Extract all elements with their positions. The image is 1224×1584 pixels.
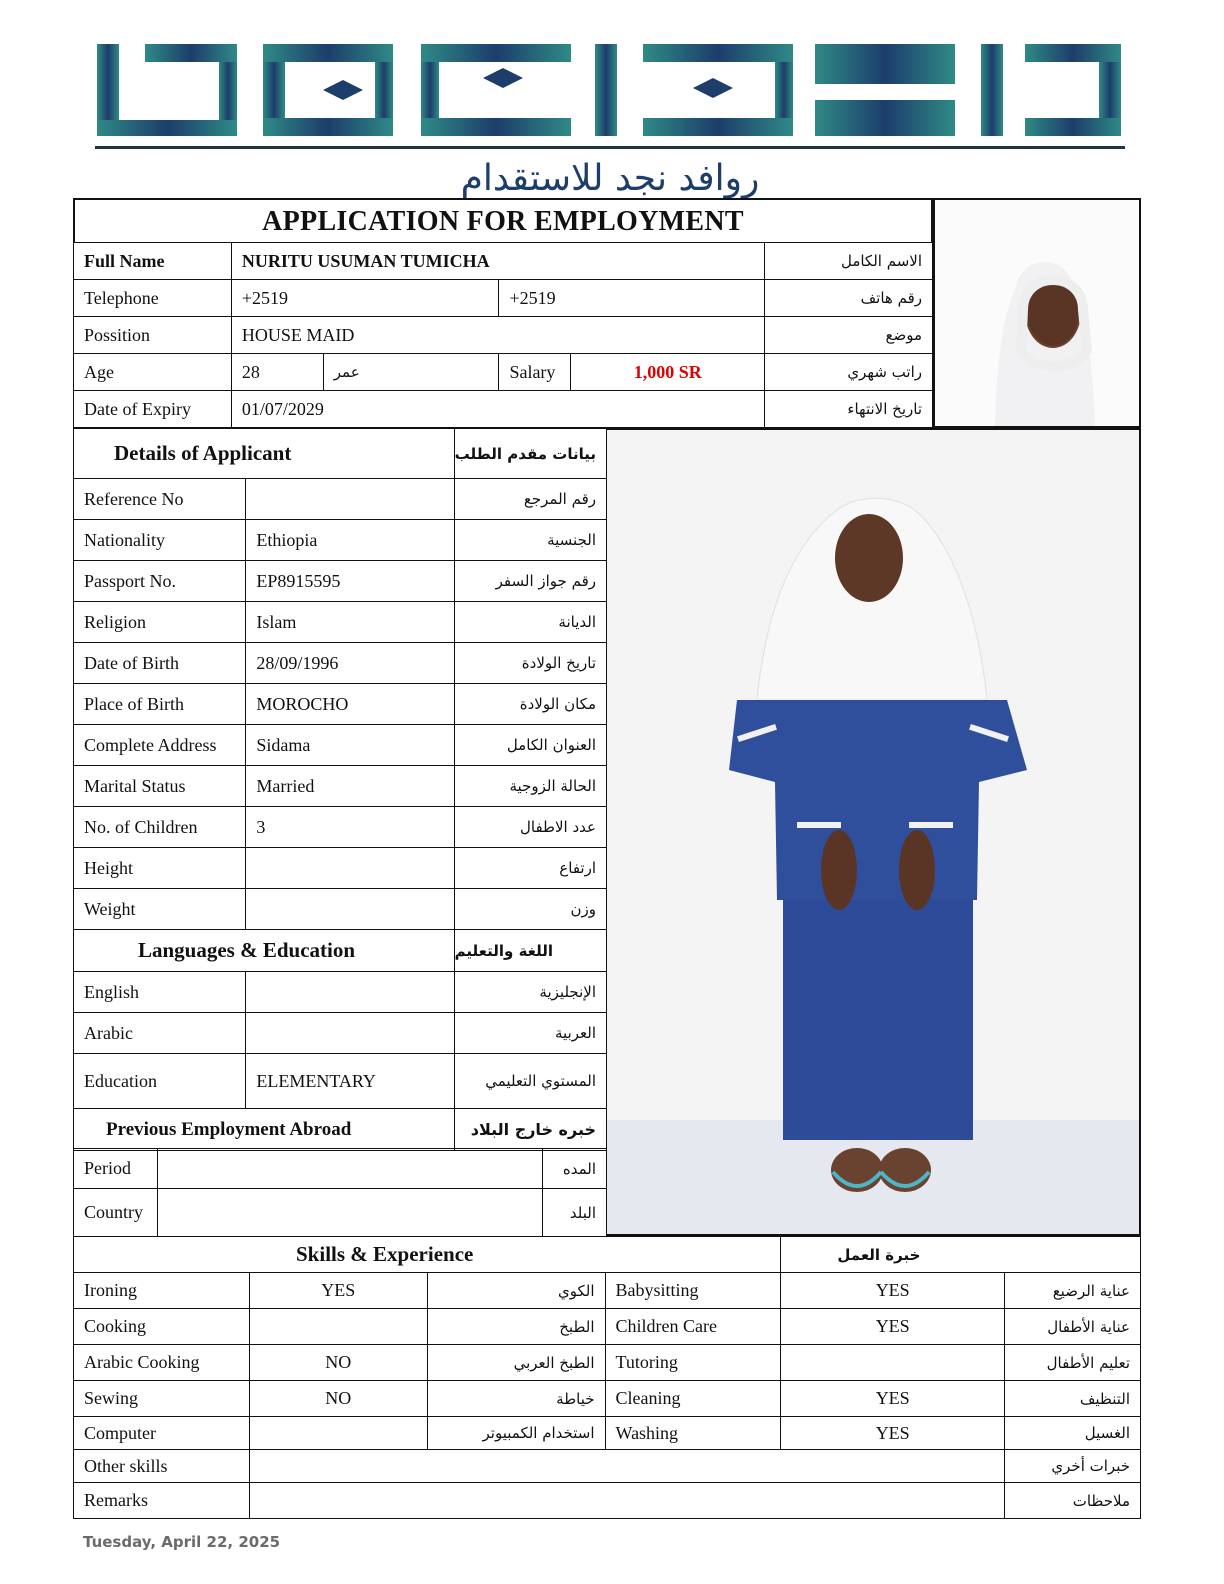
- salary-label: Salary: [499, 354, 571, 391]
- detail-row-label: Marital Status: [74, 766, 246, 807]
- age-ar: عمر: [323, 354, 499, 391]
- other-skills-label: Other skills: [74, 1450, 250, 1483]
- language-row-label: Education: [74, 1054, 246, 1109]
- detail-row: [74, 643, 607, 684]
- detail-row-label: Weight: [74, 889, 246, 930]
- language-row-label: English: [74, 972, 246, 1013]
- detail-row-ar: الجنسية: [454, 520, 606, 561]
- other-skills-ar: خبرات أخري: [1005, 1450, 1141, 1483]
- skill-right-ar: عناية الرضيع: [1005, 1273, 1141, 1309]
- detail-row-label: Passport No.: [74, 561, 246, 602]
- salary-ar: راتب شهري: [765, 354, 933, 391]
- header-table: [73, 242, 933, 428]
- telephone-value-1: +2519: [231, 280, 499, 317]
- age-label: Age: [74, 354, 232, 391]
- skill-row: [74, 1273, 1141, 1309]
- detail-row-label: Height: [74, 848, 246, 889]
- skill-right-ar: التنظيف: [1005, 1381, 1141, 1417]
- applicant-full-body-photo: [607, 428, 1141, 1236]
- skills-table: [73, 1236, 1141, 1519]
- applicant-portrait-photo: [933, 198, 1141, 428]
- expiry-ar: تاريخ الانتهاء: [765, 391, 933, 428]
- language-row-ar: الإنجليزية: [454, 972, 606, 1013]
- row-full-name: [74, 243, 933, 280]
- previous-heading-ar: خبره خارج البلاد: [454, 1109, 606, 1151]
- details-heading-ar: بيانات مقدم الطلب: [454, 429, 606, 479]
- languages-heading-row: [74, 930, 607, 972]
- detail-row-ar: رقم المرجع: [454, 479, 606, 520]
- position-label: Possition: [74, 317, 232, 354]
- previous-row-ar: البلد: [543, 1189, 607, 1237]
- skill-right-value: YES: [781, 1381, 1005, 1417]
- expiry-label: Date of Expiry: [74, 391, 232, 428]
- row-telephone: [74, 280, 933, 317]
- detail-row: [74, 684, 607, 725]
- skill-right-value: YES: [781, 1309, 1005, 1345]
- position-ar: موضع: [765, 317, 933, 354]
- other-skills-value: [249, 1450, 1004, 1483]
- skill-right-ar: تعليم الأطفال: [1005, 1345, 1141, 1381]
- skill-right-label: Washing: [605, 1417, 781, 1450]
- skill-right-label: Tutoring: [605, 1345, 781, 1381]
- skill-left-value: [249, 1309, 427, 1345]
- skill-left-value: NO: [249, 1381, 427, 1417]
- detail-row-ar: مكان الولادة: [454, 684, 606, 725]
- skill-right-label: Children Care: [605, 1309, 781, 1345]
- detail-row: [74, 520, 607, 561]
- company-logo: [95, 40, 1125, 200]
- other-skills-row: [74, 1450, 1141, 1483]
- skill-left-value: NO: [249, 1345, 427, 1381]
- remarks-label: Remarks: [74, 1483, 250, 1519]
- languages-heading-ar: اللغة والتعليم: [454, 930, 606, 972]
- details-heading-row: [74, 429, 607, 479]
- detail-row-ar: رقم جواز السفر: [454, 561, 606, 602]
- full-name-value: NURITU USUMAN TUMICHA: [231, 243, 764, 280]
- skill-left-ar: الطبخ: [427, 1309, 605, 1345]
- detail-row: [74, 766, 607, 807]
- detail-row-label: Complete Address: [74, 725, 246, 766]
- skill-right-label: Cleaning: [605, 1381, 781, 1417]
- skill-right-value: YES: [781, 1273, 1005, 1309]
- detail-row-label: Nationality: [74, 520, 246, 561]
- detail-row-ar: وزن: [454, 889, 606, 930]
- language-row: [74, 1054, 607, 1109]
- skill-left-label: Cooking: [74, 1309, 250, 1345]
- skill-left-ar: الكوي: [427, 1273, 605, 1309]
- previous-row-value: [157, 1149, 542, 1189]
- details-heading: Details of Applicant: [74, 429, 455, 479]
- language-row-ar: العربية: [454, 1013, 606, 1054]
- skill-row: [74, 1345, 1141, 1381]
- remarks-ar: ملاحظات: [1005, 1483, 1141, 1519]
- skill-left-ar: الطبخ العربي: [427, 1345, 605, 1381]
- remarks-value: [249, 1483, 1004, 1519]
- skill-row: [74, 1417, 1141, 1450]
- footer-date: Tuesday, April 22, 2025: [83, 1533, 281, 1551]
- detail-row-ar: عدد الاطفال: [454, 807, 606, 848]
- previous-row-value: [157, 1189, 542, 1237]
- previous-row-ar: المده: [543, 1149, 607, 1189]
- details-table: [73, 428, 607, 1151]
- detail-row: [74, 561, 607, 602]
- skills-heading: Skills & Experience: [74, 1237, 781, 1273]
- detail-row-ar: ارتفاع: [454, 848, 606, 889]
- language-row-value: ELEMENTARY: [246, 1054, 454, 1109]
- remarks-row: [74, 1483, 1141, 1519]
- skills-heading-row: [74, 1237, 1141, 1273]
- svg-text:روافد نجد للاستقدام: روافد نجد للاستقدام: [460, 158, 760, 199]
- telephone-ar: رقم هاتف: [765, 280, 933, 317]
- skill-row: [74, 1381, 1141, 1417]
- skill-right-value: YES: [781, 1417, 1005, 1450]
- detail-row-value: EP8915595: [246, 561, 454, 602]
- languages-heading: Languages & Education: [74, 930, 455, 972]
- detail-row: [74, 889, 607, 930]
- expiry-value: 01/07/2029: [231, 391, 764, 428]
- detail-row: [74, 725, 607, 766]
- detail-row-ar: تاريخ الولادة: [454, 643, 606, 684]
- full-name-ar: الاسم الكامل: [765, 243, 933, 280]
- skill-right-value: [781, 1345, 1005, 1381]
- full-body-image: [607, 430, 1139, 1234]
- row-age-salary: [74, 354, 933, 391]
- detail-row-label: Date of Birth: [74, 643, 246, 684]
- telephone-value-2: +2519: [499, 280, 765, 317]
- skill-right-ar: عناية الأطفال: [1005, 1309, 1141, 1345]
- detail-row-value: 28/09/1996: [246, 643, 454, 684]
- skill-left-label: Ironing: [74, 1273, 250, 1309]
- skill-row: [74, 1309, 1141, 1345]
- detail-row-value: Married: [246, 766, 454, 807]
- portrait-image: [935, 200, 1139, 426]
- row-expiry: [74, 391, 933, 428]
- language-row-ar: المستوي التعليمي: [454, 1054, 606, 1109]
- skill-left-value: [249, 1417, 427, 1450]
- position-value: HOUSE MAID: [231, 317, 764, 354]
- detail-row-label: No. of Children: [74, 807, 246, 848]
- previous-heading: Previous Employment Abroad: [74, 1109, 455, 1151]
- previous-row: [74, 1149, 607, 1189]
- detail-row: [74, 602, 607, 643]
- age-value: 28: [231, 354, 323, 391]
- previous-row-label: Period: [74, 1149, 158, 1189]
- previous-heading-row: [74, 1109, 607, 1151]
- previous-row: [74, 1189, 607, 1237]
- detail-row-value: 3: [246, 807, 454, 848]
- previous-row-label: Country: [74, 1189, 158, 1237]
- detail-row: [74, 848, 607, 889]
- skill-left-label: Sewing: [74, 1381, 250, 1417]
- language-row-label: Arabic: [74, 1013, 246, 1054]
- form-title: APPLICATION FOR EMPLOYMENT: [73, 198, 933, 242]
- detail-row-label: Religion: [74, 602, 246, 643]
- full-name-label: Full Name: [74, 243, 232, 280]
- detail-row-ar: الديانة: [454, 602, 606, 643]
- language-row: [74, 1013, 607, 1054]
- language-row: [74, 972, 607, 1013]
- previous-employment-table: [73, 1148, 607, 1237]
- detail-row-ar: الحالة الزوجية: [454, 766, 606, 807]
- skill-left-value: YES: [249, 1273, 427, 1309]
- detail-row-value: [246, 479, 454, 520]
- language-row-value: [246, 1013, 454, 1054]
- detail-row-value: MOROCHO: [246, 684, 454, 725]
- telephone-label: Telephone: [74, 280, 232, 317]
- detail-row-value: Sidama: [246, 725, 454, 766]
- skill-left-label: Computer: [74, 1417, 250, 1450]
- skill-left-ar: خياطة: [427, 1381, 605, 1417]
- detail-row-value: [246, 889, 454, 930]
- detail-row-label: Place of Birth: [74, 684, 246, 725]
- detail-row: [74, 479, 607, 520]
- detail-row: [74, 807, 607, 848]
- salary-value: 1,000 SR: [571, 354, 765, 391]
- detail-row-value: Islam: [246, 602, 454, 643]
- detail-row-value: [246, 848, 454, 889]
- row-position: [74, 317, 933, 354]
- detail-row-ar: العنوان الكامل: [454, 725, 606, 766]
- skill-right-ar: الغسيل: [1005, 1417, 1141, 1450]
- skills-heading-ar: خبرة العمل: [781, 1237, 1141, 1273]
- skill-right-label: Babysitting: [605, 1273, 781, 1309]
- detail-row-label: Reference No: [74, 479, 246, 520]
- skill-left-label: Arabic Cooking: [74, 1345, 250, 1381]
- detail-row-value: Ethiopia: [246, 520, 454, 561]
- skill-left-ar: استخدام الكمبيوتر: [427, 1417, 605, 1450]
- language-row-value: [246, 972, 454, 1013]
